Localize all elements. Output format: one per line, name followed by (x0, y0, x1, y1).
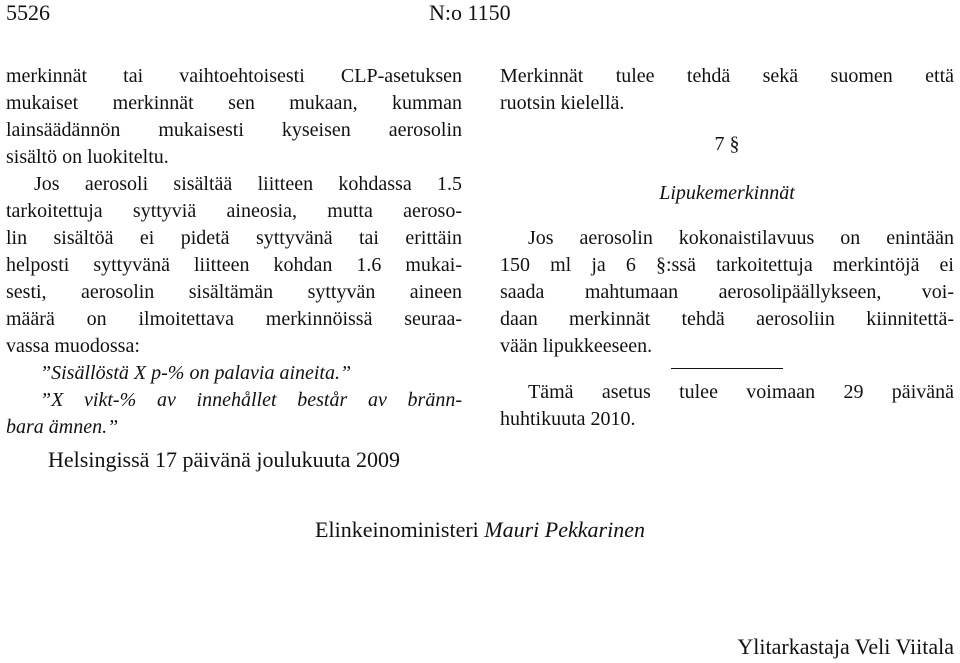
place-and-date: Helsingissä 17 päivänä joulukuuta 2009 (48, 447, 400, 472)
paragraph-flammable-line: lin sisältöä ei pidetä syttyvänä tai erittäin (6, 227, 462, 249)
paragraph-label-line: saada mahtumaan aerosolipäällykseen, voi- (500, 281, 954, 303)
issue-number: N:o 1150 (429, 0, 511, 25)
minister-title: Elinkeinoministeri (315, 517, 479, 542)
left-column (6, 63, 462, 441)
paragraph-label-line: Jos aerosolin kokonaistilavuus on enintään (528, 227, 954, 249)
quote-swedish-line: bara ämnen.” (6, 416, 119, 438)
paragraph-clp-line: mukaiset merkinnät sen mukaan, kumman (6, 92, 462, 114)
page-number: 5526 (6, 0, 50, 25)
paragraph-entry-into-force-line: Tämä asetus tulee voimaan 29 päivänä (528, 381, 954, 403)
paragraph-languages-line: Merkinnät tulee tehdä sekä suomen että (500, 65, 954, 87)
right-column (500, 63, 954, 433)
quote-finnish: ”Sisällöstä X p-% on palavia aineita.” (40, 362, 352, 384)
paragraph-label-line: vään lipukkeeseen. (500, 335, 653, 357)
paragraph-label-line: 150 ml ja 6 §:ssä tarkoitettuja merkintöjä ei (500, 254, 954, 276)
paragraph-flammable-line: Jos aerosoli sisältää liitteen kohdassa 1.5 (34, 173, 462, 195)
official-signature: Ylitarkastaja Veli Viitala (737, 634, 954, 659)
paragraph-languages-line: ruotsin kielellä. (500, 92, 625, 114)
paragraph-flammable-line: vassa muodossa: (6, 335, 140, 357)
quote-swedish-line: ”X vikt-% av innehållet består av bränn- (40, 389, 462, 411)
paragraph-clp-line: merkinnät tai vaihtoehtoisesti CLP-asetuksen (6, 65, 462, 87)
paragraph-flammable-line: sesti, aerosolin sisältämän syttyvän aineen (6, 281, 462, 303)
minister-signature (0, 516, 960, 544)
paragraph-label-line: daan merkinnät tehdä aerosoliin kiinnitettä- (500, 308, 954, 330)
section-divider (671, 368, 783, 369)
paragraph-flammable-line: tarkoitettuja syttyviä aineosia, mutta aeroso- (6, 200, 462, 222)
minister-name: Mauri Pekkarinen (484, 517, 645, 542)
section-number: 7 § (714, 133, 740, 155)
paragraph-flammable-line: helposti syttyvänä liitteen kohdan 1.6 mukai- (6, 254, 462, 276)
section-title: Lipukemerkinnät (659, 182, 795, 204)
paragraph-flammable-line: määrä on ilmoitettava merkinnöissä seuraa- (6, 308, 462, 330)
paragraph-clp-line: lainsäädännön mukaisesti kyseisen aerosolin (6, 119, 462, 141)
paragraph-clp-line: sisältö on luokiteltu. (6, 146, 169, 168)
paragraph-entry-into-force-line: huhtikuuta 2010. (500, 408, 636, 430)
